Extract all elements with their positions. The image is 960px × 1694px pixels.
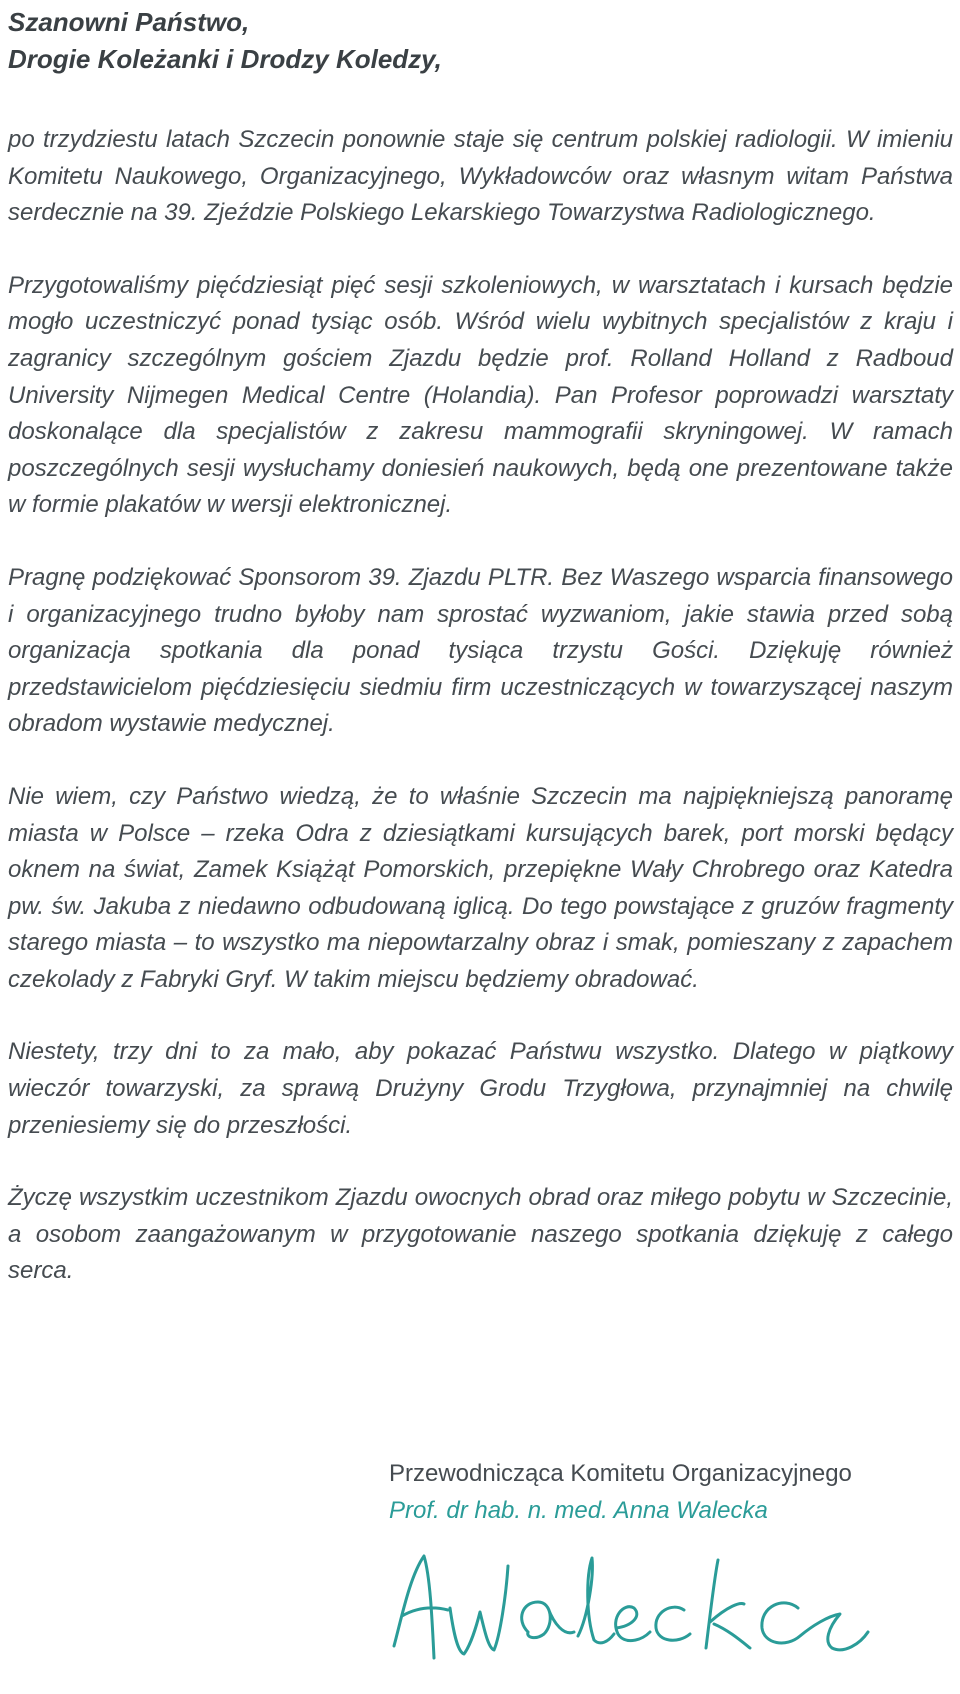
paragraph-wishes: Życzę wszystkim uczestnikom Zjazdu owocnych obrad oraz miłego pobytu w Szczecinie, a osobom zaangażowanym w przygotowanie naszego spotkania dziękuję z całego serca. bbox=[8, 1184, 953, 1285]
salutation-line-2: Drogie Koleżanki i Drodzy Koledzy, bbox=[8, 44, 442, 74]
paragraph-sponsors: Pragnę podziękować Sponsorom 39. Zjazdu PLTR. Bez Waszego wsparcia finansowego i organizacyjnego trudno byłoby nam sprostać wyzwaniom, jakie stawia przed sobą organizacja spotkania dla ponad tysiąca trzystu Gości. Dziękuję również przedstawicielom pięćdziesięciu siedmiu firm uczestniczących w towarzyszącej naszym obradom wystawie medycznej. bbox=[8, 563, 953, 738]
salutation-line-1: Szanowni Państwo, bbox=[8, 7, 250, 37]
paragraph-city: Nie wiem, czy Państwo wiedzą, że to właśnie Szczecin ma najpiękniejszą panoramę miasta w Polsce – rzeka Odra z dziesiątkami kursujących barek, port morski będący oknem na świat, Zamek Książąt Pomorskich, przepiękne Wały Chrobrego oraz Katedra pw. św. Jakuba z niedawno odbudowaną iglicą. Do tego powstające z gruzów fragmenty starego miasta – to wszystko ma niepowtarzalny obraz i smak, pomieszany z zapachem czekolady z Fabryki Gryf. W takim miejscu będziemy obradować. bbox=[8, 782, 953, 993]
paragraph-sessions: Przygotowaliśmy pięćdziesiąt pięć sesji szkoleniowych, w warsztatach i kursach będzie mogło uczestniczyć ponad tysiąc osób. Wśród wielu wybitnych specjalistów z kraju i zagranicy szczególnym gościem Zjazdu będzie prof. Rolland Holland z Radboud University Nijmegen Medical Centre (Holandia). Pan Profesor poprowadzi warsztaty doskonalące dla specjalistów z zakresu mammografii skryningowej. W ramach poszczególnych sesji wysłuchamy doniesień naukowych, będą one prezentowane także w formie plakatów w wersji elektronicznej. bbox=[8, 271, 953, 519]
signature-role: Przewodnicząca Komitetu Organizacyjnego bbox=[389, 1460, 852, 1487]
salutation bbox=[8, 0, 953, 78]
signature-block bbox=[389, 1455, 949, 1529]
paragraph-intro: po trzydziestu latach Szczecin ponownie staje się centrum polskiej radiologii. W imieniu Komitetu Naukowego, Organizacyjnego, Wykładowców oraz własnym witam Państwa serdecznie na 39. Zjeździe Polskiego Lekarskiego Towarzystwa Radiologicznego. bbox=[8, 126, 953, 227]
welcome-letter bbox=[8, 0, 953, 1290]
paragraph-evening: Niestety, trzy dni to za mało, aby pokazać Państwu wszystko. Dlatego w piątkowy wieczór towarzyski, za sprawą Drużyny Grodu Trzygłowa, przynajmniej na chwilę przeniesiemy się do przeszłości. bbox=[8, 1038, 953, 1139]
signature-name: Prof. dr hab. n. med. Anna Walecka bbox=[389, 1497, 768, 1524]
handwritten-signature-icon bbox=[388, 1536, 888, 1686]
